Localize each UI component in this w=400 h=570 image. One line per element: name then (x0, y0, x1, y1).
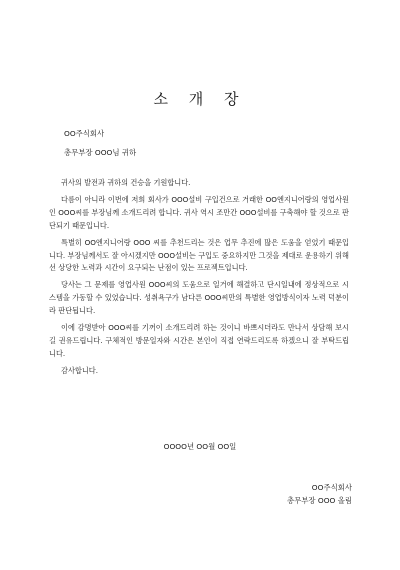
paragraph-result: 당사는 그 문제를 영업사원 OOO씨의 도움으로 일거에 해결하고 단시일내에 정상적으로 시스템을 가동할 수 있었습니다. 성취욕구가 남다른 OOO씨만의 특별한 영업방식이자 노력 덕분이라 판단됩니다. (49, 280, 349, 316)
signature-company: OO주식회사 (311, 483, 352, 492)
recipient-person: 총무부장 OOO님 귀하 (64, 148, 137, 157)
document-title: 소 개 장 (153, 90, 247, 108)
letter-date: OOOO년 OO월 OO일 (163, 442, 237, 451)
paragraph-recommendation: 특별히 OO엔지니어랑 OOO 씨를 추천드리는 것은 업무 추진에 많은 도움을 얻었기 때문입니다. 부장님께서도 잘 아시겠지만 OOO설비는 구입도 중요하지만 그것을 제대로 운용하기 위해선 상당한 노력과 시간이 요구되는 난점이 있는 프로젝트입니다. (49, 237, 349, 273)
letter-body (49, 177, 349, 382)
paragraph-request: 이에 감명받아 OOO씨를 기꺼이 소개드리려 하는 것이니 바쁘시더라도 만나서 상담해 보시길 권유드립니다. 구체적인 방문일자와 시간은 본인이 직접 연락드리도록 하겠으니 잘 부탁드립니다. (49, 323, 349, 358)
signature-person: 총무부장 OOO 올림 (287, 496, 352, 505)
paragraph-greeting: 귀사의 발전과 귀하의 건승을 기원합니다. (61, 178, 191, 187)
recipient-company: OO주식회사 (64, 129, 105, 138)
paragraph-introduction: 다름이 아니라 이번에 저희 회사가 OOO설비 구입건으로 거래한 OO엔지니어랑의 영업사원인 OOO씨를 부장님께 소개드리려 합니다. 귀사 역시 조만간 OOO설비를 구축해야 할 것으로 판단되기 때문입니다. (49, 194, 349, 230)
paragraph-closing: 감사합니다. (61, 365, 99, 375)
